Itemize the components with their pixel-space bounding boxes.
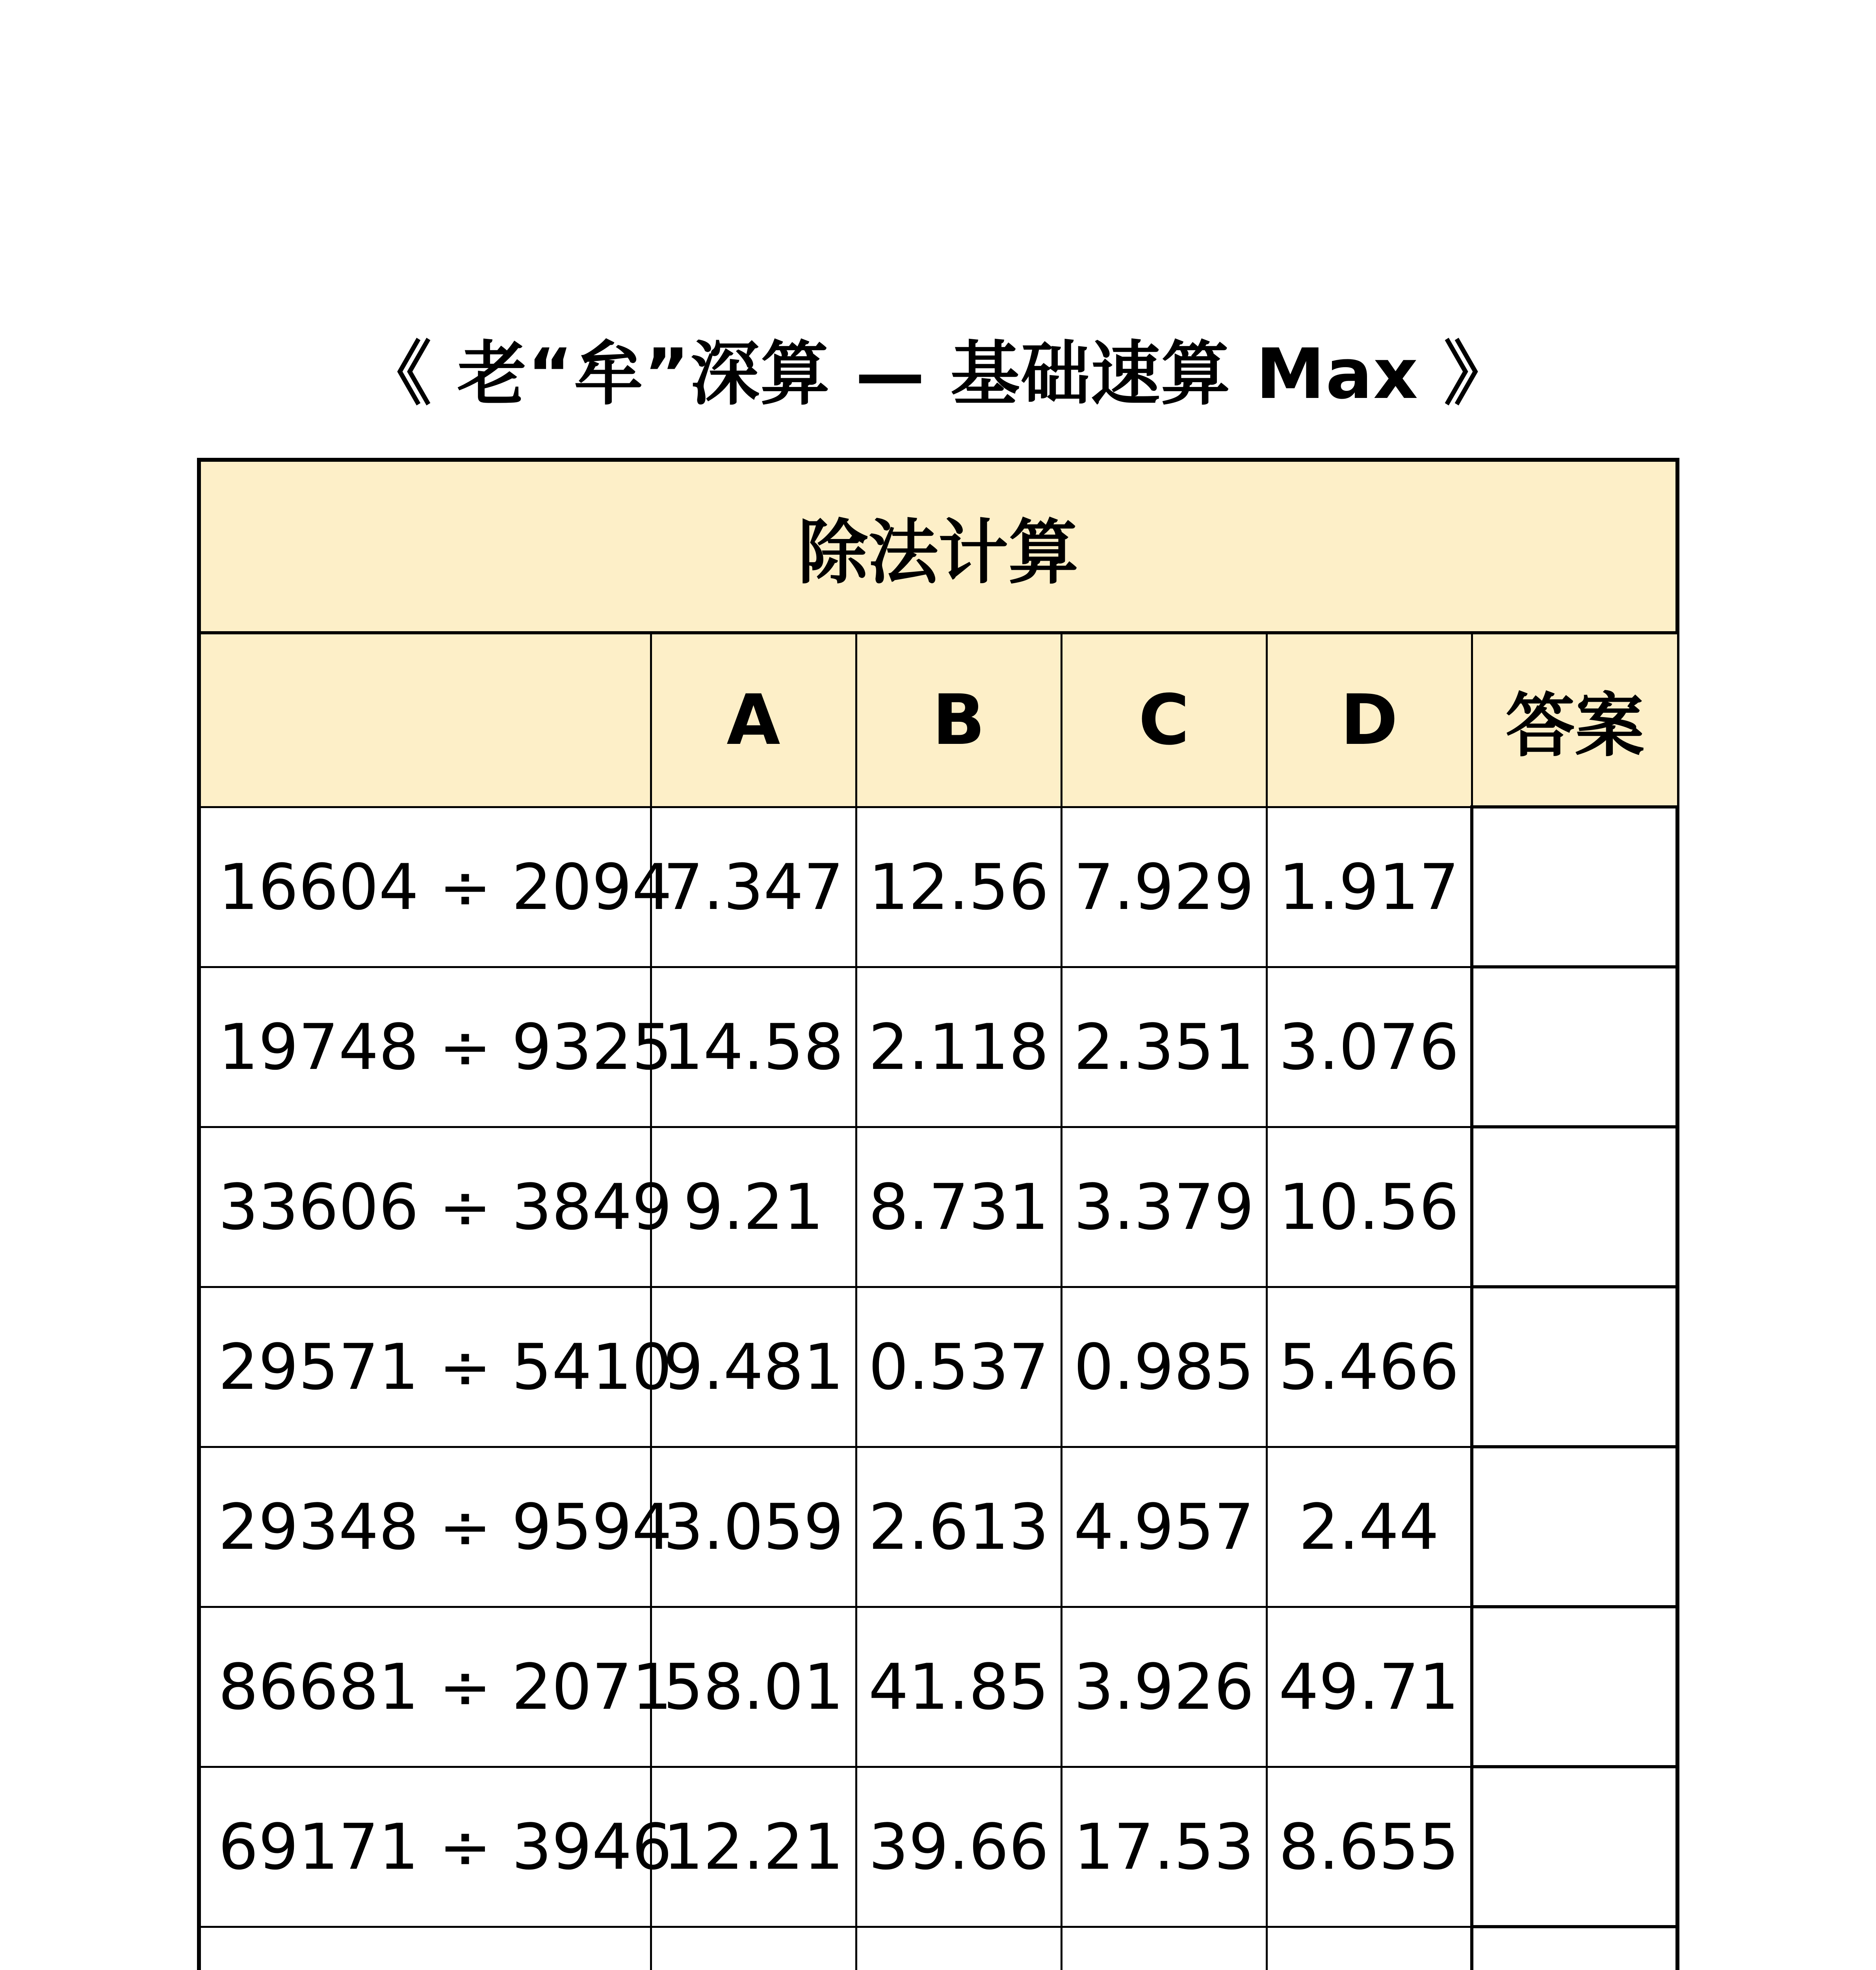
column-header-c: C <box>1061 634 1267 807</box>
question-cell: 29348 ÷ 9594 <box>201 1447 651 1607</box>
option-d-cell: 5.466 <box>1267 1287 1472 1447</box>
option-c-cell: 17.53 <box>1061 1767 1267 1927</box>
option-d-cell: 1.917 <box>1267 807 1472 967</box>
answer-cell[interactable] <box>1472 807 1677 967</box>
option-b-cell: 12.56 <box>856 807 1061 967</box>
option-a-cell: 7.347 <box>651 807 856 967</box>
column-header-a: A <box>651 634 856 807</box>
option-d-cell: 49.71 <box>1267 1607 1472 1767</box>
answer-cell[interactable] <box>1472 967 1677 1127</box>
option-c-cell: 3.926 <box>1061 1607 1267 1767</box>
option-c-cell <box>1061 1927 1267 1970</box>
table-row <box>201 967 1677 1127</box>
question-cell: 86681 ÷ 2071 <box>201 1607 651 1767</box>
table-row <box>201 1127 1677 1287</box>
option-a-cell: 9.481 <box>651 1287 856 1447</box>
table-row <box>201 1607 1677 1767</box>
page-title: 《 老“牟”深算 — 基础速算 Max 》 <box>362 334 1514 414</box>
option-d-cell: 3.076 <box>1267 967 1472 1127</box>
option-b-cell: 41.85 <box>856 1607 1061 1767</box>
option-d-cell: 2.44 <box>1267 1447 1472 1607</box>
answer-cell[interactable] <box>1472 1127 1677 1287</box>
option-d-cell <box>1267 1927 1472 1970</box>
option-c-cell: 0.985 <box>1061 1287 1267 1447</box>
question-cell <box>201 1927 651 1970</box>
table-row <box>201 807 1677 967</box>
problems-table <box>201 634 1677 1970</box>
question-cell: 33606 ÷ 3849 <box>201 1127 651 1287</box>
option-d-cell: 10.56 <box>1267 1127 1472 1287</box>
column-header-question <box>201 634 651 807</box>
section-title: 除法计算 <box>201 462 1675 634</box>
option-a-cell: 14.58 <box>651 967 856 1127</box>
column-header-b: B <box>856 634 1061 807</box>
option-b-cell: 2.613 <box>856 1447 1061 1607</box>
worksheet-table <box>197 458 1679 1970</box>
table-row <box>201 1287 1677 1447</box>
answer-cell[interactable] <box>1472 1287 1677 1447</box>
option-a-cell: 12.21 <box>651 1767 856 1927</box>
table-row <box>201 1447 1677 1607</box>
option-b-cell: 39.66 <box>856 1767 1061 1927</box>
question-cell: 29571 ÷ 5410 <box>201 1287 651 1447</box>
option-d-cell: 8.655 <box>1267 1767 1472 1927</box>
option-b-cell: 2.118 <box>856 967 1061 1127</box>
table-row <box>201 1927 1677 1970</box>
question-cell: 19748 ÷ 9325 <box>201 967 651 1127</box>
option-c-cell: 7.929 <box>1061 807 1267 967</box>
answer-cell[interactable] <box>1472 1927 1677 1970</box>
option-c-cell: 2.351 <box>1061 967 1267 1127</box>
answer-cell[interactable] <box>1472 1607 1677 1767</box>
option-a-cell: 9.21 <box>651 1127 856 1287</box>
question-cell: 16604 ÷ 2094 <box>201 807 651 967</box>
option-b-cell: 8.731 <box>856 1127 1061 1287</box>
column-header-row <box>201 634 1677 807</box>
question-cell: 69171 ÷ 3946 <box>201 1767 651 1927</box>
option-a-cell <box>651 1927 856 1970</box>
option-c-cell: 4.957 <box>1061 1447 1267 1607</box>
option-a-cell: 58.01 <box>651 1607 856 1767</box>
answer-cell[interactable] <box>1472 1767 1677 1927</box>
table-row <box>201 1767 1677 1927</box>
option-c-cell: 3.379 <box>1061 1127 1267 1287</box>
option-b-cell <box>856 1927 1061 1970</box>
column-header-d: D <box>1267 634 1472 807</box>
option-b-cell: 0.537 <box>856 1287 1061 1447</box>
column-header-answer: 答案 <box>1472 634 1677 807</box>
option-a-cell: 3.059 <box>651 1447 856 1607</box>
answer-cell[interactable] <box>1472 1447 1677 1607</box>
